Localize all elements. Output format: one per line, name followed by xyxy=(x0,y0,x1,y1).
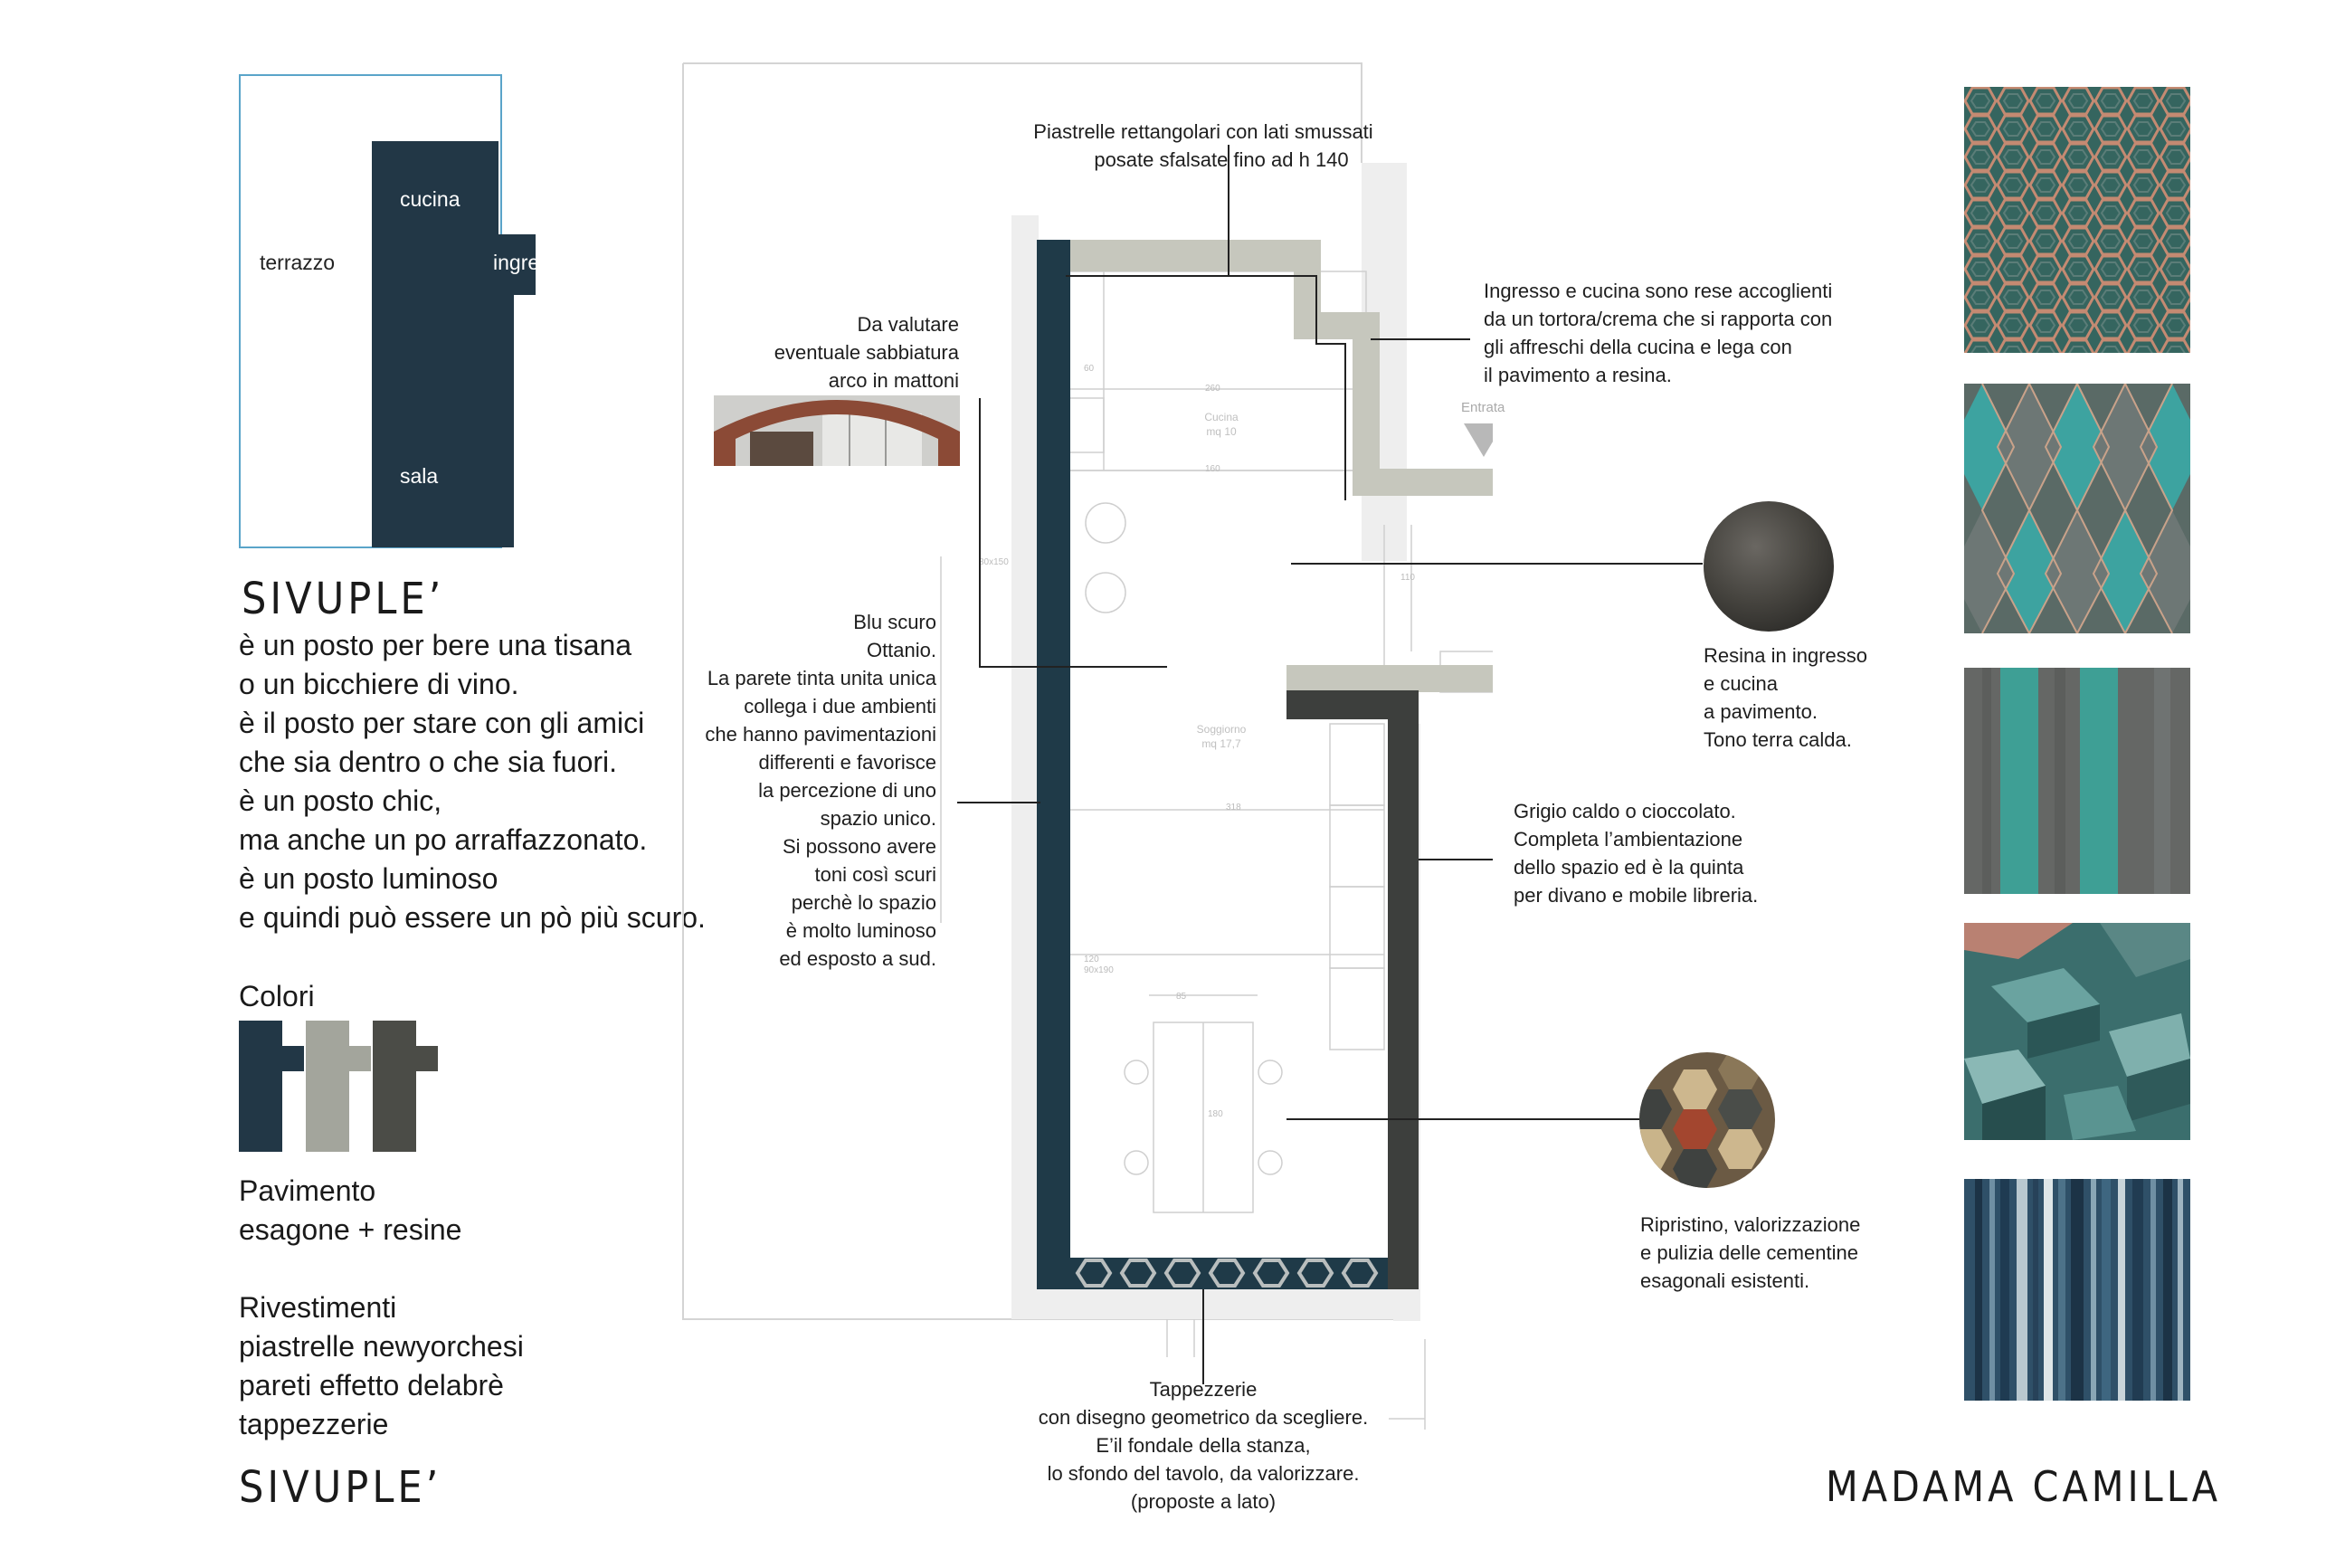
wallpaper-3d-blocks xyxy=(1964,923,2190,1140)
intro-line: o un bicchiere di vino. xyxy=(239,668,519,700)
intro-line: è un posto per bere una tisana xyxy=(239,629,632,661)
dim-label: 120 xyxy=(1084,955,1099,965)
mini-plan-sala: sala xyxy=(400,464,439,488)
note-line: Tono terra calda. xyxy=(1704,728,1852,751)
dim-label: 260 xyxy=(1205,384,1220,394)
mini-plan-ingresso: ingresso xyxy=(493,251,572,274)
note-line: Completa l’ambientazione xyxy=(1514,828,1743,851)
dim-label: 90x190 xyxy=(1084,965,1114,975)
note-line: Da valutare xyxy=(857,313,959,336)
note-piastrelle xyxy=(995,118,1411,174)
color-swatches xyxy=(239,1021,447,1153)
note-line: il pavimento a resina. xyxy=(1484,364,1672,386)
blue-wall xyxy=(1037,240,1070,1289)
colori-title: Colori xyxy=(239,980,315,1012)
note-line: toni così scuri xyxy=(814,863,936,886)
note-line: è molto luminoso xyxy=(785,919,936,942)
note-grigio xyxy=(1514,797,1758,909)
note-ingresso xyxy=(1484,277,1832,389)
note-line: perchè lo spazio xyxy=(791,891,936,914)
note-line: da un tortora/crema che si rapporta con xyxy=(1484,308,1833,330)
note-line: collega i due ambienti xyxy=(744,695,936,717)
dim-label: 85 xyxy=(1176,992,1187,1002)
note-line: che hanno pavimentazioni xyxy=(705,723,936,746)
note-line: per divano e mobile libreria. xyxy=(1514,884,1759,907)
cement-tiles-sample xyxy=(1638,1051,1776,1189)
entrata-label: Entrata xyxy=(1461,400,1505,415)
dim-label: 80x150 xyxy=(979,557,1009,567)
note-line: differenti e favorisce xyxy=(758,751,936,774)
pavimento-line: esagone + resine xyxy=(239,1213,462,1246)
rivestimenti-line: piastrelle newyorchesi xyxy=(239,1330,524,1363)
rivestimenti-line: pareti effetto delabrè xyxy=(239,1369,504,1402)
soggiorno-label xyxy=(1181,722,1262,751)
wallpaper-hexagon xyxy=(1964,87,2190,353)
note-line: Si possono avere xyxy=(783,835,936,858)
note-line: Ripristino, valorizzazione xyxy=(1640,1213,1861,1236)
note-line: esagonali esistenti. xyxy=(1640,1269,1810,1292)
note-line: E’il fondale della stanza, xyxy=(1096,1434,1311,1457)
cucina-name: Cucina xyxy=(1204,411,1239,423)
note-line: Piastrelle rettangolari con lati smussati xyxy=(1033,120,1373,143)
soggiorno-name: Soggiorno xyxy=(1196,723,1247,736)
note-line: dello spazio ed è la quinta xyxy=(1514,856,1744,879)
sivuple-logo: SIVUPLE’ xyxy=(242,574,445,624)
wallpaper-diamond xyxy=(1964,384,2190,633)
intro-line: è un posto luminoso xyxy=(239,862,498,895)
grey-wall xyxy=(1286,690,1419,1289)
note-line: gli affreschi della cucina e lega con xyxy=(1484,336,1792,358)
intro-line: è il posto per stare con gli amici xyxy=(239,707,645,739)
note-blu xyxy=(688,608,936,973)
mini-plan-terrazzo: terrazzo xyxy=(260,251,336,274)
rivestimenti-text xyxy=(239,1288,524,1444)
note-resina xyxy=(1704,641,1867,754)
note-line: Ingresso e cucina sono rese accoglienti xyxy=(1484,280,1833,302)
mini-plan xyxy=(237,74,536,554)
wallpaper-blue-stripes xyxy=(1964,1179,2190,1401)
intro-text xyxy=(239,626,706,937)
note-line: eventuale sabbiatura xyxy=(774,341,959,364)
note-line: con disegno geometrico da scegliere. xyxy=(1038,1406,1369,1429)
rivestimenti-line: Rivestimenti xyxy=(239,1291,397,1324)
dim-label: 318 xyxy=(1226,803,1241,813)
note-line: la percezione di uno xyxy=(758,779,936,802)
note-valutare xyxy=(724,310,959,394)
intro-line: e quindi può essere un pò più scuro. xyxy=(239,901,706,934)
brick-arch-photo xyxy=(714,395,960,466)
note-line: lo sfondo del tavolo, da valorizzare. xyxy=(1047,1462,1360,1485)
note-line: Ottanio. xyxy=(866,639,936,661)
intro-line: è un posto chic, xyxy=(239,784,442,817)
rivestimenti-line: tappezzerie xyxy=(239,1408,389,1440)
sivuple-logo-bottom: SIVUPLE’ xyxy=(239,1462,442,1513)
madama-camilla-logo: MADAMA CAMILLA xyxy=(1826,1462,2222,1511)
pavimento-line: Pavimento xyxy=(239,1174,376,1207)
intro-line: che sia dentro o che sia fuori. xyxy=(239,746,618,778)
note-line: arco in mattoni xyxy=(828,369,959,392)
note-ripristino xyxy=(1640,1211,1860,1295)
dim-label: 180 xyxy=(1208,1109,1223,1119)
dim-label: 160 xyxy=(1205,464,1220,474)
note-line: e cucina xyxy=(1704,672,1778,695)
cucina-area: mq 10 xyxy=(1206,425,1237,438)
note-line: spazio unico. xyxy=(820,807,936,830)
note-line: a pavimento. xyxy=(1704,700,1818,723)
dim-label: 60 xyxy=(1084,364,1095,374)
note-line: Tappezzerie xyxy=(1149,1378,1258,1401)
mini-plan-cucina: cucina xyxy=(400,187,460,211)
entrata-arrow xyxy=(1464,423,1493,457)
note-line: Blu scuro xyxy=(853,611,936,633)
dim-label: 110 xyxy=(1400,573,1415,583)
note-line: ed esposto a sud. xyxy=(779,947,936,970)
soggiorno-area: mq 17,7 xyxy=(1201,737,1241,750)
pavimento-text xyxy=(239,1172,461,1250)
note-line: (proposte a lato) xyxy=(1130,1490,1277,1513)
note-line: e pulizia delle cementine xyxy=(1640,1241,1858,1264)
cucina-label xyxy=(1181,410,1262,439)
note-tappezzerie xyxy=(977,1375,1429,1516)
note-line: posate sfalsate fino ad h 140 xyxy=(1094,148,1349,171)
taupe-wall xyxy=(1070,240,1493,692)
note-line: Resina in ingresso xyxy=(1704,644,1867,667)
resin-sample xyxy=(1703,500,1835,632)
wallpaper-stripes xyxy=(1964,668,2190,894)
note-line: Grigio caldo o cioccolato. xyxy=(1514,800,1736,822)
intro-line: ma anche un po arraffazzonato. xyxy=(239,823,648,856)
note-line: La parete tinta unita unica xyxy=(707,667,936,689)
